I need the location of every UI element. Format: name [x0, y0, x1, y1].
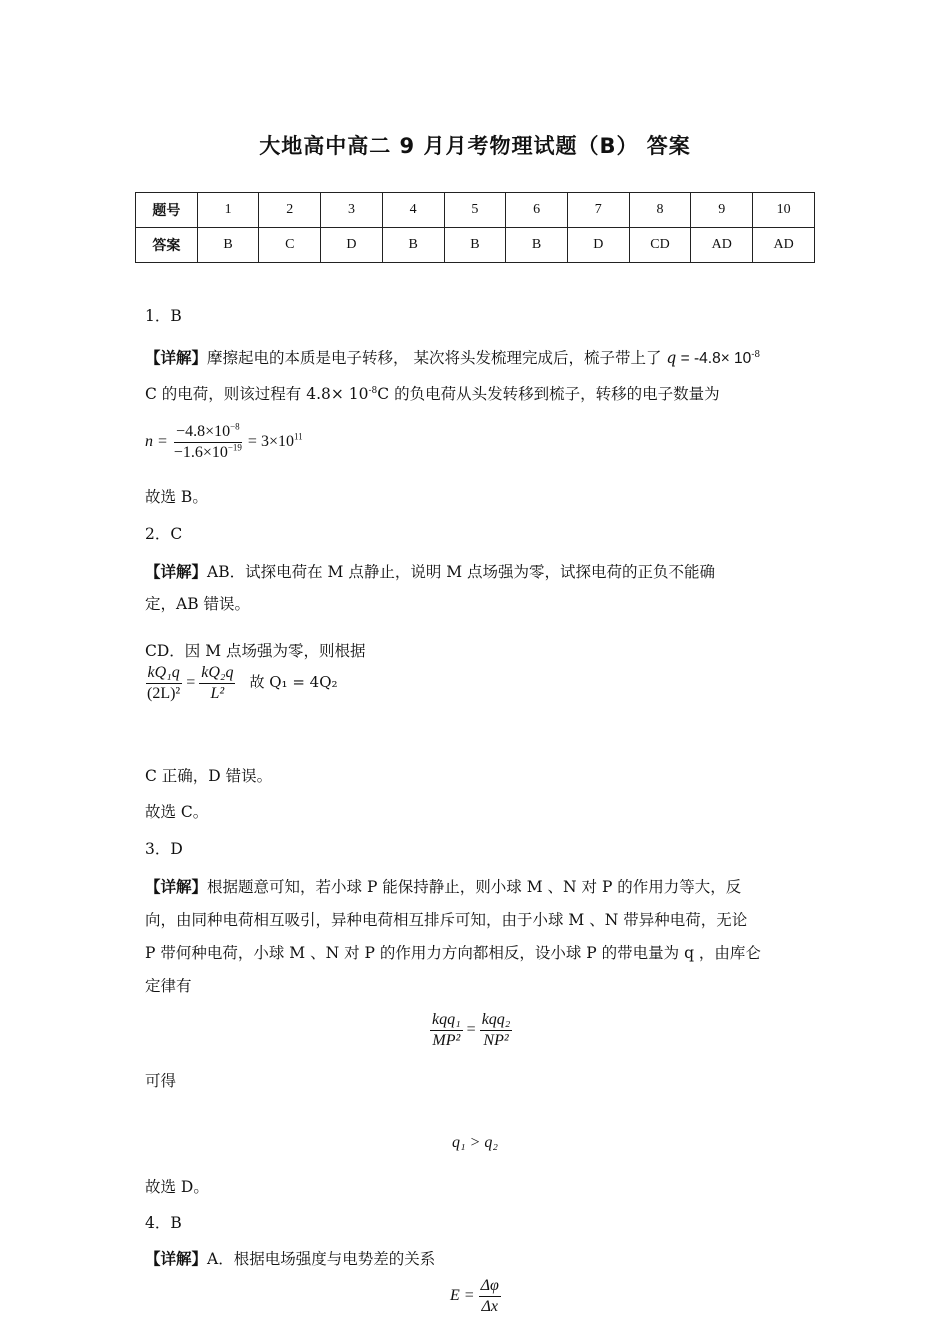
table-cell: AD — [691, 228, 753, 263]
q4-formula-lhs: E = — [450, 1287, 475, 1305]
q1-tag: 【详解】 — [145, 348, 208, 367]
table-cell: B — [197, 228, 259, 263]
table-cell: AD — [753, 228, 815, 263]
q1-text2a: C 的电荷，则该过程有 4.8× 10 — [145, 385, 369, 403]
q3-fraction-right: $\frac{\text{kqq₂}}{\text{NP²}}$ — [481, 1011, 511, 1049]
q2-fraction-right: $\frac{\text{kQ₂q}}{\text{L²}}$ — [201, 664, 234, 702]
table-cell: 2 — [259, 193, 321, 228]
q1-q-var: q — [666, 349, 677, 367]
q3-line4: 定律有 — [145, 977, 192, 995]
table-cell: CD — [629, 228, 691, 263]
q2-line3: CD．因 M 点场强为零，则根据 — [145, 642, 366, 660]
q2-fraction-left: $\frac{\text{kQ₁q}}{\text{(2L)²}}$ — [147, 664, 181, 702]
q2-conclusion: 故选 C。 — [145, 803, 209, 821]
page-title: 大地高中高二 9 月月考物理试题（B） 答案 — [259, 134, 691, 158]
q1-formula — [145, 422, 303, 463]
table-cell: 10 — [753, 193, 815, 228]
table-cell: D — [321, 228, 383, 263]
table-cell: 6 — [506, 193, 568, 228]
table-cell: C — [259, 228, 321, 263]
q3-line3: P 带何种电荷，小球 M 、N 对 P 的作用力方向都相反，设小球 P 的带电量为 q ，由库仑 — [145, 944, 761, 962]
q1-line2 — [145, 384, 720, 404]
q4-fraction: $\frac{\Delta\varphi}{\Delta x}$ — [480, 1277, 499, 1315]
q1-fraction-num: $-4.8\times 10^{-8}$ — [174, 422, 242, 443]
table-cell: 8 — [629, 193, 691, 228]
q2-so-text: 故 Q₁ = 4Q₂ — [249, 673, 338, 692]
q2-heading: 2．C — [145, 525, 183, 543]
q1-q-value: = -4.8× 10 — [676, 350, 752, 367]
table-cell: 4 — [382, 193, 444, 228]
q1-text1: 摩擦起电的本质是电子转移， 某次将头发梳理完成后，梳子带上了 — [207, 349, 662, 367]
table-cell: B — [444, 228, 506, 263]
table-row — [136, 228, 815, 263]
q1-formula-rhs: = $3\times 10^{11}$ — [247, 431, 303, 451]
q4-formula — [450, 1276, 501, 1317]
q3-formula: $\frac{\text{kqq₁}}{\text{MP²}}$ = $\frac{\text{kqq₂}}{\text{NP²}}$ — [432, 1011, 511, 1049]
q1-formula-lhs: n = — [145, 433, 168, 451]
q2-formula: $\frac{\text{kQ₁q}}{\text{(2L)²}}$ = $\frac{\text{kQ₂q}}{\text{L²}}$ 故 Q₁ = 4Q₂ — [147, 664, 338, 702]
q4-line1 — [145, 1249, 435, 1269]
table-cell: 1 — [197, 193, 259, 228]
table-header-cell: 答案 — [136, 228, 198, 263]
q1-line1 — [145, 348, 760, 369]
q4-tag: 【详解】 — [145, 1249, 208, 1268]
table-cell: B — [506, 228, 568, 263]
q3-line2: 向，由同种电荷相互吸引，异种电荷相互排斥可知，由于小球 M 、N 带异种电荷，无论 — [145, 911, 748, 929]
table-header-cell: 题号 — [136, 193, 198, 228]
q3-result: q₁ > q₂ — [452, 1134, 498, 1151]
table-cell: 5 — [444, 193, 506, 228]
q1-text2b: C 的负电荷从头发转移到梳子，转移的电子数量为 — [377, 385, 720, 403]
q4-text1: A．根据电场强度与电势差的关系 — [207, 1250, 436, 1268]
q1-fraction — [172, 422, 244, 463]
q1-text2-exp: -8 — [368, 385, 378, 396]
q2-line2: 定，AB 错误。 — [145, 595, 251, 613]
q3-result-intro: 可得 — [145, 1072, 177, 1090]
q3-heading: 3．D — [145, 840, 183, 858]
table-cell: 3 — [321, 193, 383, 228]
q1-conclusion: 故选 B。 — [145, 488, 208, 506]
q3-text1: 根据题意可知，若小球 P 能保持静止，则小球 M 、N 对 P 的作用力等大，反 — [207, 878, 742, 896]
table-cell: B — [382, 228, 444, 263]
q3-tag: 【详解】 — [145, 877, 208, 896]
q2-text1: AB．试探电荷在 M 点静止，说明 M 点场强为零，试探电荷的正负不能确 — [207, 563, 716, 581]
table-cell: D — [567, 228, 629, 263]
q3-line1 — [145, 877, 741, 897]
table-cell: 7 — [567, 193, 629, 228]
q1-heading: 1．B — [145, 307, 182, 325]
q2-tag: 【详解】 — [145, 562, 208, 581]
q1-fraction-den: $-1.6\times 10^{-19}$ — [173, 442, 242, 461]
table-row — [136, 193, 815, 228]
q3-conclusion: 故选 D。 — [145, 1178, 209, 1196]
table-cell: 9 — [691, 193, 753, 228]
answer-table — [135, 192, 815, 263]
q3-fraction-left: $\frac{\text{kqq₁}}{\text{MP²}}$ — [432, 1011, 461, 1049]
q2-line4: C 正确，D 错误。 — [145, 767, 273, 785]
q2-line1 — [145, 562, 715, 582]
q1-q-exp: -8 — [751, 349, 761, 360]
q4-heading: 4．B — [145, 1214, 182, 1232]
